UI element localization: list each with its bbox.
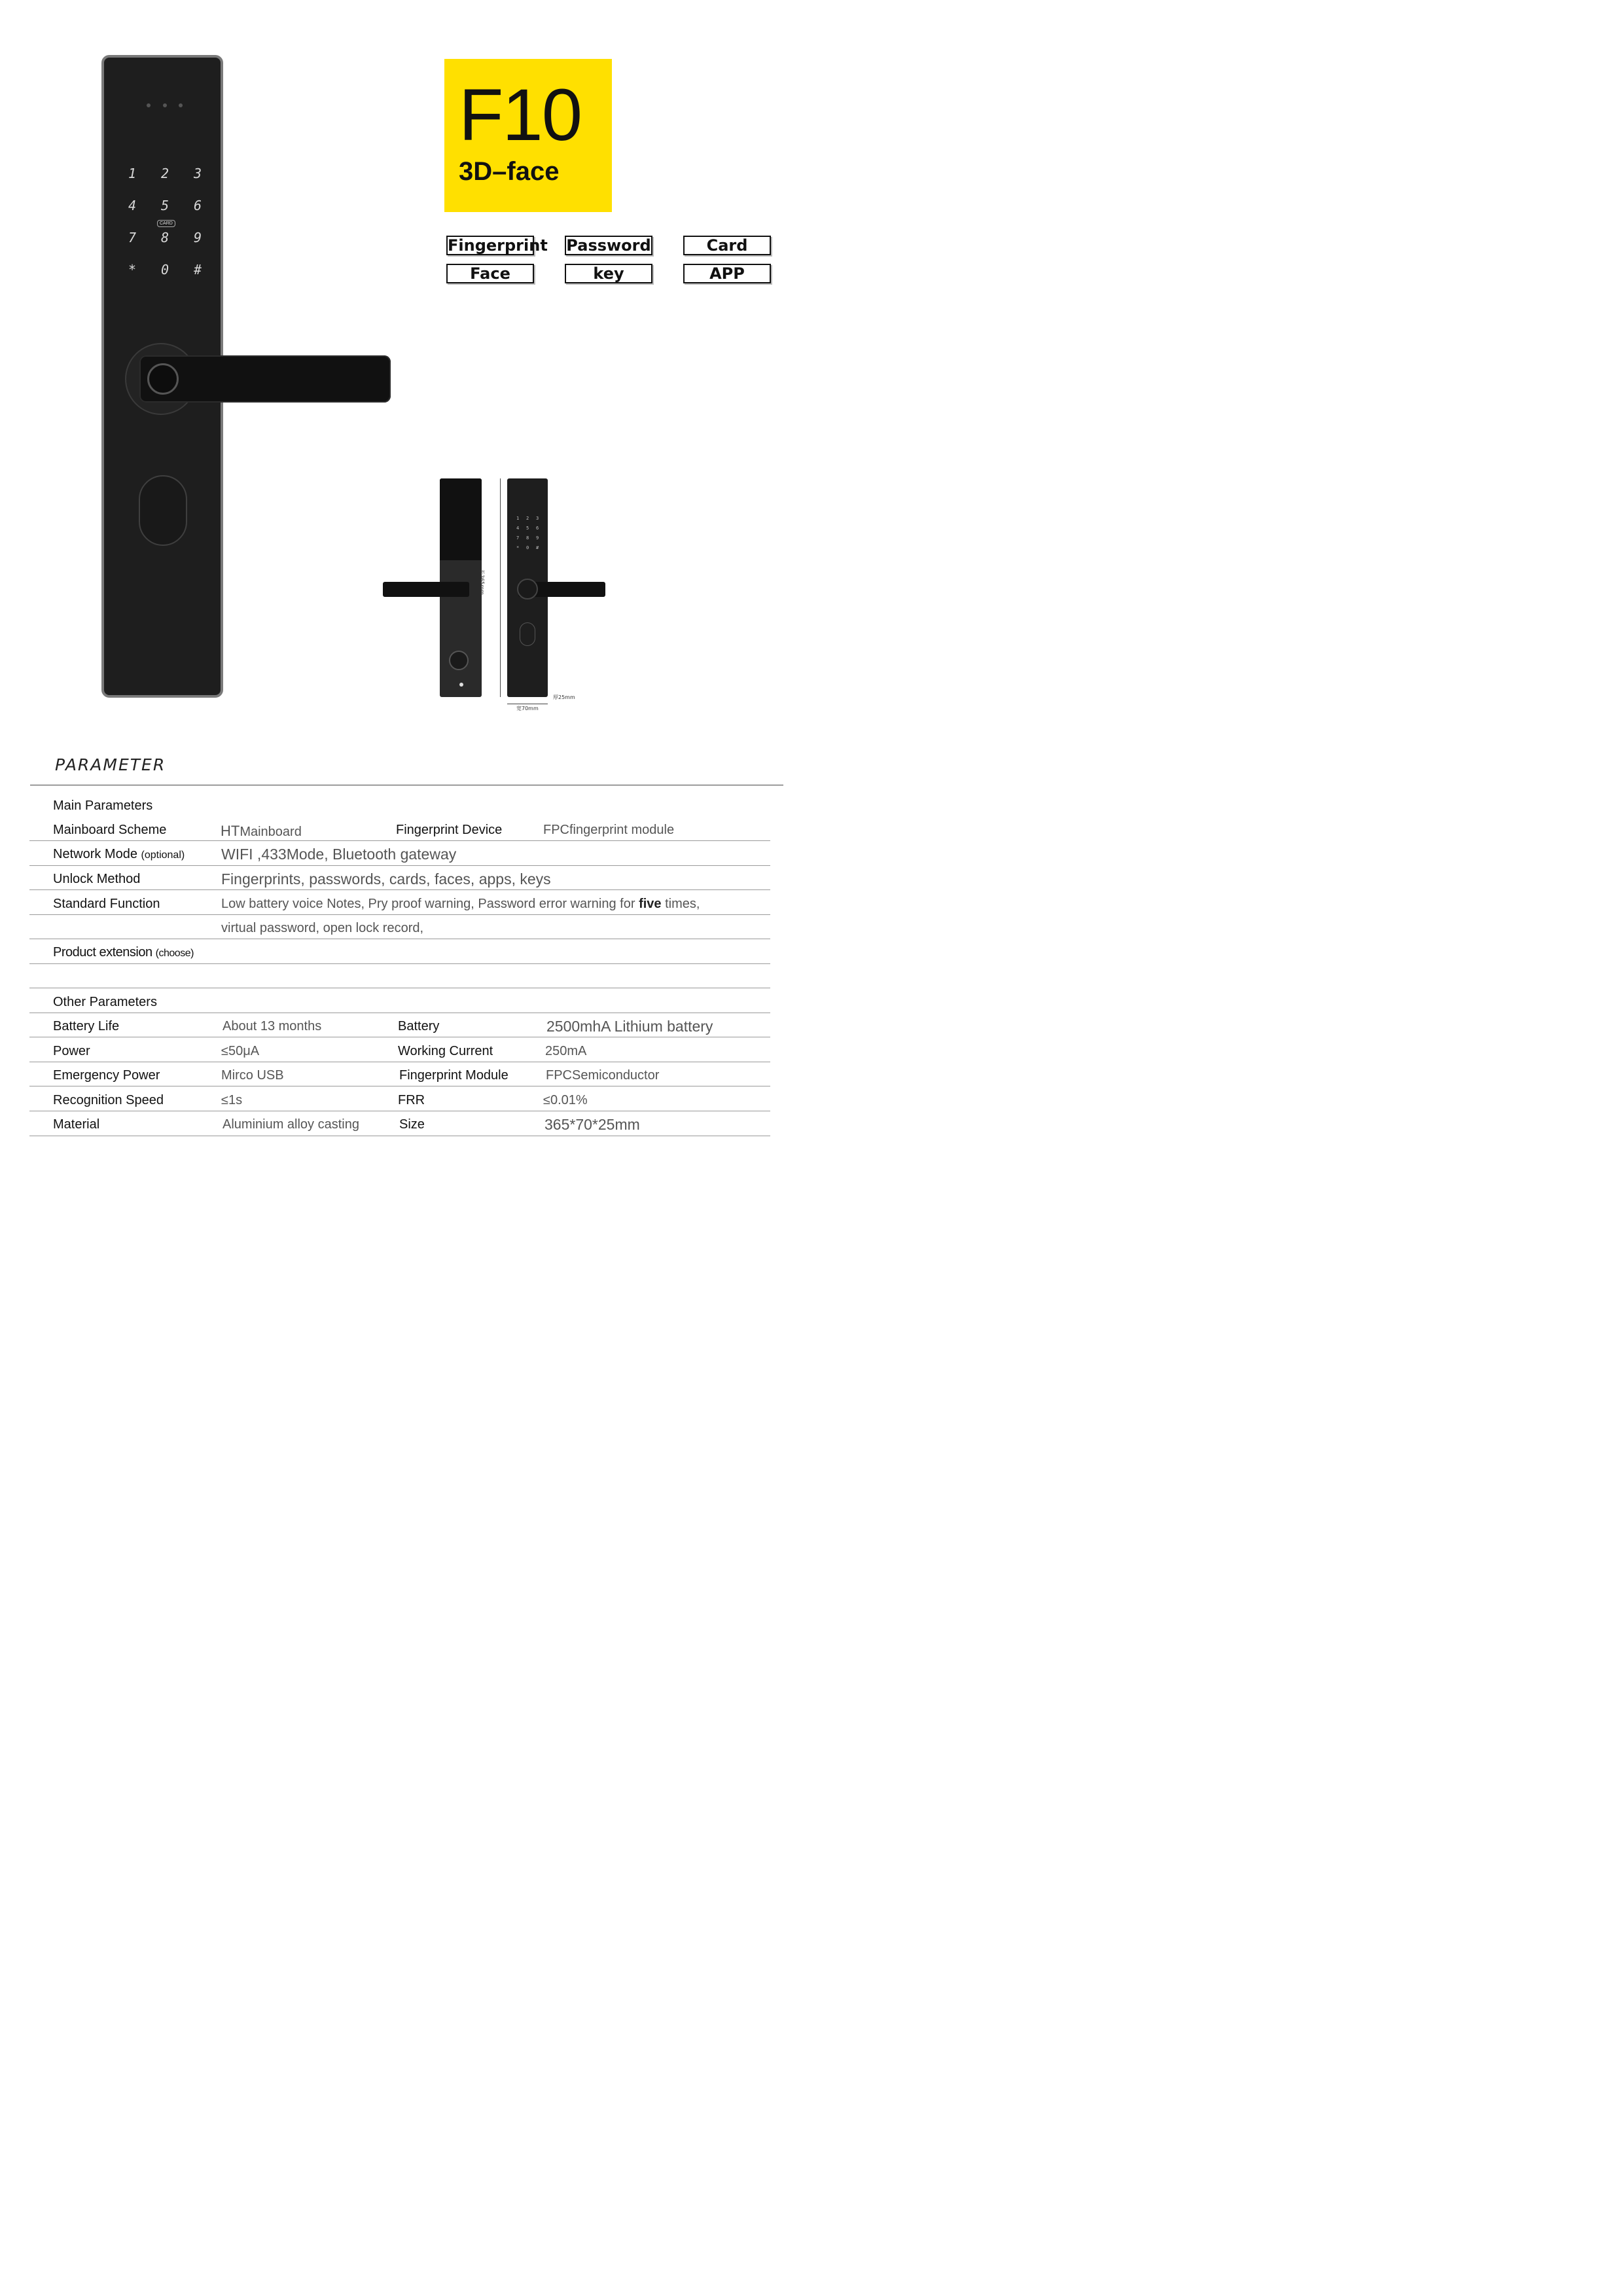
battery-cover bbox=[440, 478, 482, 560]
thickness-dimension-label: 厚25mm bbox=[553, 694, 575, 700]
camera-sensor-icon bbox=[163, 103, 167, 107]
back-handle bbox=[383, 582, 469, 597]
mini-key: 9 bbox=[536, 535, 539, 541]
height-dimension-label: 长365mm bbox=[479, 569, 485, 595]
param-value: FPCSemiconductor bbox=[546, 1068, 660, 1083]
param-value: About 13 months bbox=[223, 1019, 322, 1033]
row-divider bbox=[29, 840, 770, 841]
param-label: Power bbox=[53, 1044, 90, 1058]
other-parameters-heading: Other Parameters bbox=[53, 995, 157, 1009]
fingerprint-sensor-icon bbox=[517, 579, 538, 600]
mini-key: 1 bbox=[516, 516, 520, 521]
param-label: Working Current bbox=[398, 1044, 493, 1058]
param-label: Fingerprint Device bbox=[396, 823, 503, 837]
param-label: FRR bbox=[398, 1093, 425, 1107]
height-dimension-line bbox=[500, 478, 501, 697]
feature-fingerprint: Fingerprint bbox=[448, 236, 548, 255]
keypad-key: 8 bbox=[160, 230, 169, 245]
param-label: Recognition Speed bbox=[53, 1093, 164, 1107]
keypad-key: 0 bbox=[160, 262, 169, 278]
keypad-key: 6 bbox=[193, 198, 202, 213]
camera-sensor-icon bbox=[147, 103, 151, 107]
row-divider bbox=[29, 889, 770, 890]
main-parameters-heading: Main Parameters bbox=[53, 798, 153, 813]
mini-key: # bbox=[536, 545, 539, 550]
width-dimension-label: 宽70mm bbox=[516, 706, 539, 711]
mini-key: 5 bbox=[526, 526, 529, 531]
feature-card: Card bbox=[683, 236, 771, 255]
param-value: ≤0.01% bbox=[543, 1093, 588, 1107]
feature-password: Password bbox=[565, 236, 652, 255]
camera-sensor-icon bbox=[179, 103, 183, 107]
param-label: Network Mode (optional) bbox=[53, 847, 185, 861]
model-badge bbox=[444, 59, 612, 212]
mini-key: 0 bbox=[526, 545, 529, 550]
fingerprint-sensor-icon bbox=[147, 363, 179, 395]
param-label: Product extension (choose) bbox=[53, 945, 194, 960]
keypad-key: * bbox=[128, 262, 137, 278]
param-value: Aluminium alloy casting bbox=[223, 1117, 359, 1132]
param-value: WIFI ,433Mode, Bluetooth gateway bbox=[221, 846, 457, 863]
param-value: ≤50μA bbox=[221, 1044, 260, 1058]
param-label: Unlock Method bbox=[53, 872, 141, 886]
param-label: Material bbox=[53, 1117, 100, 1132]
mini-key: 6 bbox=[536, 526, 539, 531]
param-value: Low battery voice Notes, Pry proof warning, Password error warning for five times, bbox=[221, 897, 700, 911]
row-divider bbox=[29, 865, 770, 866]
param-label: Mainboard Scheme bbox=[53, 823, 167, 837]
keypad-key: 1 bbox=[128, 166, 137, 181]
row-divider bbox=[29, 963, 770, 964]
keyhole-cover bbox=[139, 475, 187, 546]
param-label: Size bbox=[399, 1117, 425, 1132]
param-label: Emergency Power bbox=[53, 1068, 160, 1083]
feature-app: APP bbox=[683, 264, 771, 283]
keypad-key: # bbox=[193, 262, 202, 278]
keypad-key: 5 bbox=[160, 198, 169, 213]
keypad-key: 7 bbox=[128, 230, 137, 245]
param-value: ≤1s bbox=[221, 1093, 243, 1107]
usb-port-icon bbox=[459, 683, 463, 687]
row-divider bbox=[29, 914, 770, 915]
param-value: FPCfingerprint module bbox=[543, 823, 675, 837]
mini-key: 4 bbox=[516, 526, 520, 531]
keypad-key: 2 bbox=[160, 166, 169, 181]
model-subtitle: 3D–face bbox=[459, 157, 560, 186]
param-value: Mirco USB bbox=[221, 1068, 284, 1083]
keypad-key: 3 bbox=[193, 166, 202, 181]
feature-key: key bbox=[565, 264, 652, 283]
parameter-heading: PARAMETER bbox=[55, 755, 166, 774]
param-label: Fingerprint Module bbox=[399, 1068, 508, 1083]
keypad-key: 9 bbox=[193, 230, 202, 245]
param-value: HTMainboard bbox=[221, 823, 302, 839]
mini-key: 7 bbox=[516, 535, 520, 541]
model-name: F10 bbox=[459, 74, 581, 156]
keypad-key: 4 bbox=[128, 198, 137, 213]
mini-key: 2 bbox=[526, 516, 529, 521]
thumb-turn-knob bbox=[449, 651, 469, 670]
param-value: 2500mhA Lithium battery bbox=[546, 1018, 713, 1035]
card-reader-badge: CARD bbox=[157, 220, 175, 227]
param-label: Battery Life bbox=[53, 1019, 120, 1033]
mini-key: 8 bbox=[526, 535, 529, 541]
keyhole-cover bbox=[520, 622, 535, 646]
mini-key: * bbox=[516, 545, 520, 550]
param-label: Battery bbox=[398, 1019, 440, 1033]
feature-face: Face bbox=[446, 264, 534, 283]
mini-key: 3 bbox=[536, 516, 539, 521]
param-label: Standard Function bbox=[53, 897, 160, 911]
param-value: virtual password, open lock record, bbox=[221, 921, 424, 935]
param-value: 250mA bbox=[545, 1044, 587, 1058]
param-value: 365*70*25mm bbox=[544, 1116, 640, 1133]
param-value: Fingerprints, passwords, cards, faces, apps, keys bbox=[221, 870, 551, 888]
